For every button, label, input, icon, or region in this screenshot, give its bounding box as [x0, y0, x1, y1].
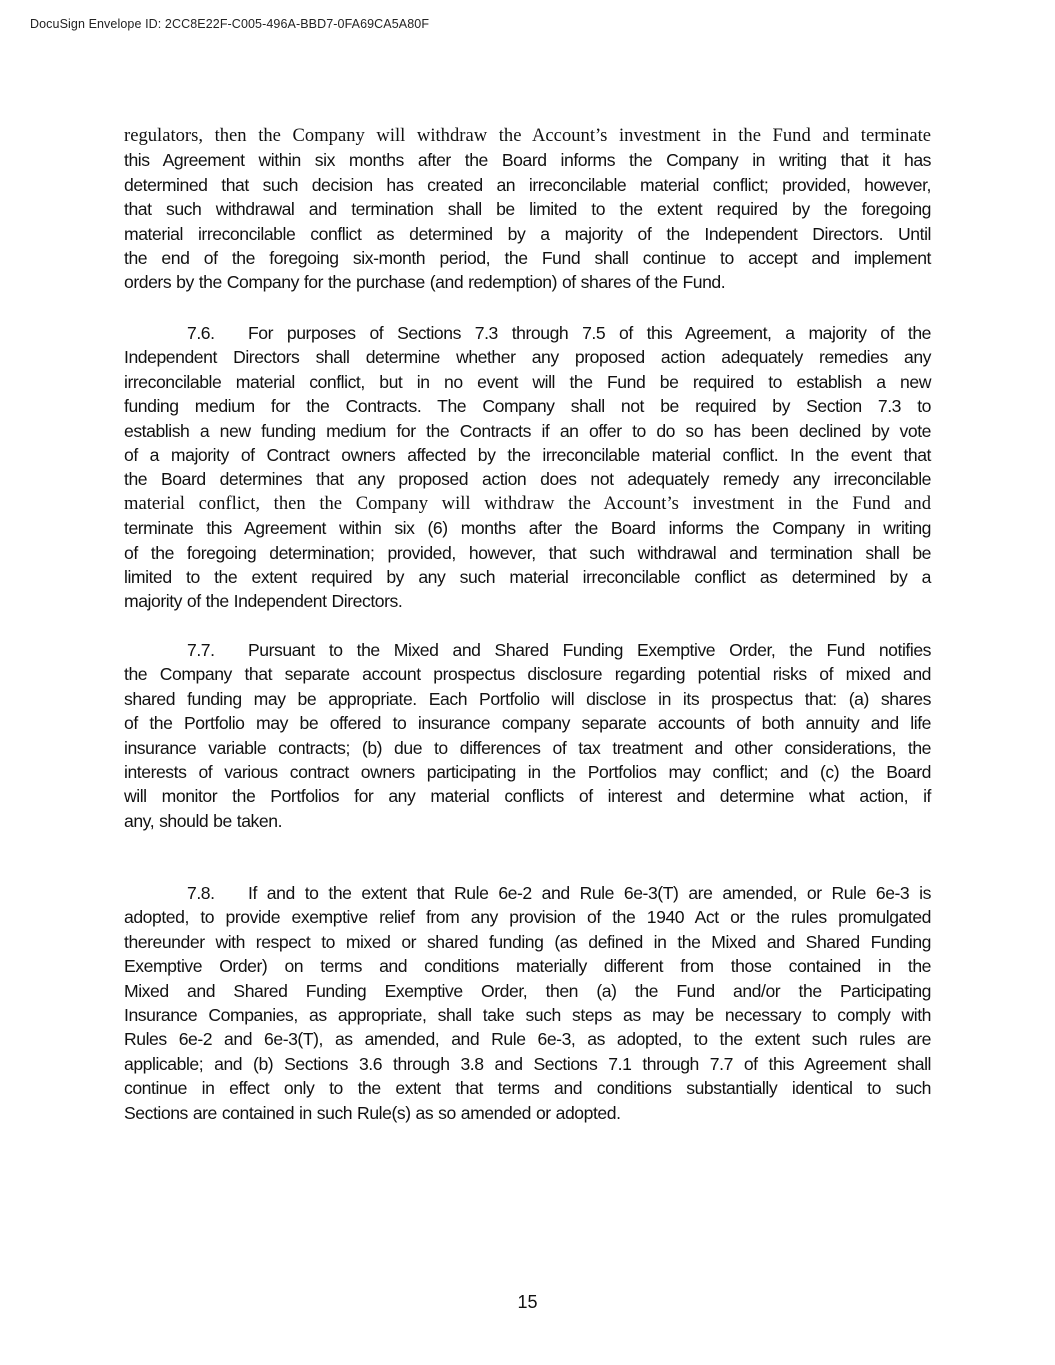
text-line: orders by the Company for the purchase (and redemption) of shares of the Fund.: [124, 272, 726, 293]
page-number: 15: [517, 1292, 538, 1312]
text-line: determined that such decision has created an irreconcilable material conflict; provided, however,: [124, 174, 931, 195]
text-line: of the foregoing determination; provided, however, that such withdrawal and termination shall be: [124, 542, 931, 563]
text-line: continue in effect only to the extent that terms and conditions substantially identical to such: [124, 1078, 931, 1099]
text-line: establish a new funding medium for the Contracts if an offer to do so has been declined by vote: [124, 420, 931, 441]
text-line: the Board determines that any proposed action does not adequately remedy any irreconcilable: [124, 469, 931, 490]
text-line: material conflict, then the Company will withdraw the Account’s investment in the Fund and: [124, 492, 931, 514]
text-line-first: [124, 881, 931, 905]
section-number: 7.6.: [187, 323, 215, 343]
text-line: the end of the foregoing six-month period, the Fund shall continue to accept and implement: [124, 248, 931, 269]
text-line: limited to the extent required by any such material irreconcilable conflict as determined by a: [124, 567, 931, 588]
text-line: Independent Directors shall determine whether any proposed action adequately remedies any: [124, 347, 931, 368]
text-line-body: Pursuant to the Mixed and Shared Funding Exemptive Order, the Fund notifies: [248, 640, 931, 660]
text-line: interests of various contract owners participating in the Portfolios may conflict; and (c) the Board: [124, 762, 931, 783]
text-line-first: [124, 321, 931, 345]
text-line: majority of the Independent Directors.: [124, 591, 403, 612]
text-line: the Company that separate account prospectus disclosure regarding potential risks of mixed and: [124, 664, 931, 685]
text-line: Sections are contained in such Rule(s) as so amended or adopted.: [124, 1102, 621, 1123]
text-line: applicable; and (b) Sections 3.6 through 3.8 and Sections 7.1 through 7.7 of this Agreement shall: [124, 1053, 931, 1074]
text-line-first: [124, 638, 931, 662]
paragraph-7-6: [124, 321, 931, 614]
text-line: Mixed and Shared Funding Exemptive Order, then (a) the Fund and/or the Participating: [124, 980, 931, 1001]
text-line: adopted, to provide exemptive relief from any provision of the 1940 Act or the rules promulgated: [124, 907, 931, 928]
paragraph-7-7: [124, 638, 931, 833]
text-line: of a majority of Contract owners affected by the irreconcilable material conflict. In the event that: [124, 445, 931, 466]
text-line: that such withdrawal and termination shall be limited to the extent required by the foregoing: [124, 199, 931, 220]
text-line: any, should be taken.: [124, 810, 283, 831]
paragraph-7-8: [124, 881, 931, 1125]
text-line: terminate this Agreement within six (6) months after the Board informs the Company in writing: [124, 518, 931, 539]
docusign-envelope-id: DocuSign Envelope ID: 2CC8E22F-C005-496A-BBD7-0FA69CA5A80F: [30, 17, 430, 31]
text-line: Insurance Companies, as appropriate, shall take such steps as may be necessary to comply with: [124, 1005, 931, 1026]
text-line: material irreconcilable conflict as determined by a majority of the Independent Directors. Until: [124, 223, 931, 244]
text-line: Rules 6e-2 and 6e-3(T), as amended, and Rule 6e-3, as adopted, to the extent such rules are: [124, 1029, 931, 1050]
text-line-body: If and to the extent that Rule 6e-2 and Rule 6e-3(T) are amended, or Rule 6e-3 is: [248, 883, 931, 903]
text-line: regulators, then the Company will withdraw the Account’s investment in the Fund and terminate: [124, 125, 931, 146]
text-line: irreconcilable material conflict, but in no event will the Fund be required to establish a new: [124, 371, 931, 392]
section-number: 7.8.: [187, 883, 215, 903]
text-line: funding medium for the Contracts. The Company shall not be required by Section 7.3 to: [124, 396, 931, 417]
text-line: insurance variable contracts; (b) due to differences of tax treatment and other considerations, the: [124, 737, 931, 758]
text-line: will monitor the Portfolios for any material conflicts of interest and determine what action, if: [124, 786, 931, 807]
section-number: 7.7.: [187, 640, 215, 660]
paragraph-7-5-continuation: [124, 124, 931, 295]
text-line: of the Portfolio may be offered to insurance company separate accounts of both annuity and life: [124, 713, 931, 734]
text-line: thereunder with respect to mixed or shared funding (as defined in the Mixed and Shared Funding: [124, 931, 931, 952]
text-line: this Agreement within six months after the Board informs the Company in writing that it has: [124, 150, 931, 171]
text-line: shared funding may be appropriate. Each Portfolio will disclose in its prospectus that: (a) shares: [124, 688, 931, 709]
text-line-body: For purposes of Sections 7.3 through 7.5 of this Agreement, a majority of the: [248, 323, 931, 343]
text-line: Exemptive Order) on terms and conditions materially different from those contained in the: [124, 956, 931, 977]
